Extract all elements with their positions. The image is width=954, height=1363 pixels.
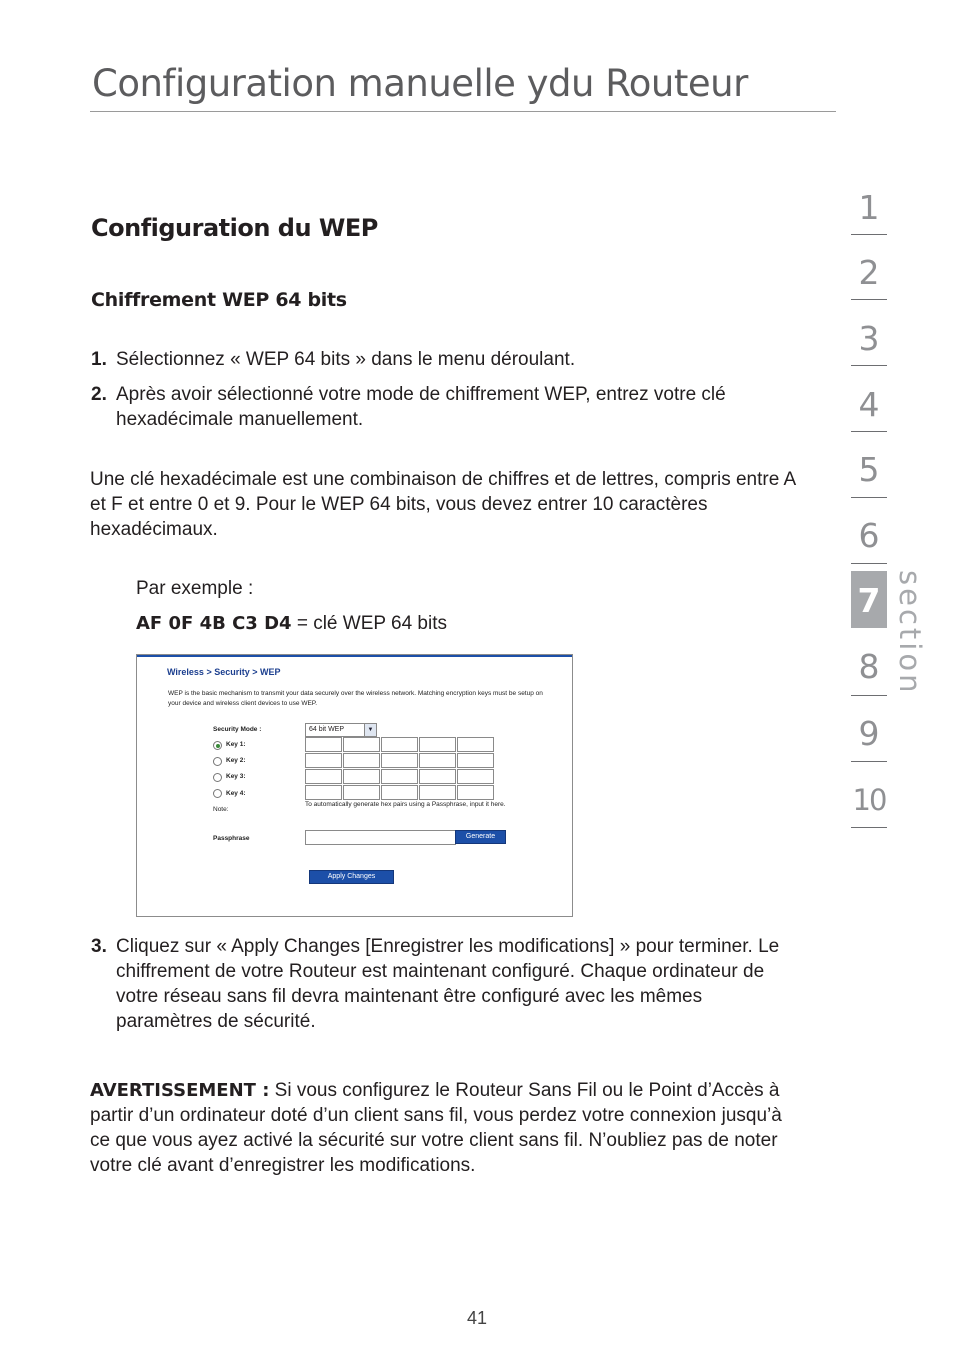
generate-button[interactable]: Generate <box>455 830 506 844</box>
hex-input[interactable] <box>381 753 418 768</box>
section-nav-rule <box>851 497 887 498</box>
note-label: Note: <box>213 806 229 813</box>
section-nav-rule <box>851 695 887 696</box>
hex-input[interactable] <box>381 769 418 784</box>
note-text: To automatically generate hex pairs using a Passphrase, input it here. <box>305 801 506 808</box>
hex-key-explanation: Une clé hexadécimale est une combinaison de chiffres et de lettres, compris entre A et F et entre 0 et 9. Pour le WEP 64 bits, vous devez entrer 10 caractères hexadécimaux. <box>90 469 796 540</box>
section-nav-rule <box>851 234 887 235</box>
title-divider <box>90 111 836 112</box>
passphrase-label: Passphrase <box>213 835 250 842</box>
step-1 <box>91 347 811 372</box>
subsection-heading: Chiffrement WEP 64 bits <box>91 289 347 311</box>
section-nav-rule <box>851 431 887 432</box>
hex-input[interactable] <box>457 785 494 800</box>
section-nav-rule <box>851 827 887 828</box>
screenshot-description: WEP is the basic mechanism to transmit your data securely over the wireless network. Matching encryption keys must be setup on your device and wireless client devices to use WEP. <box>168 690 543 707</box>
key-2-label: Key 2: <box>226 757 246 764</box>
passphrase-input[interactable] <box>305 830 456 845</box>
step-number: 3. <box>91 936 107 957</box>
section-nav-rule <box>851 365 887 366</box>
step-text: Après avoir sélectionné votre mode de chiffrement WEP, entrez votre clé hexadécimale manuellement. <box>116 384 726 430</box>
hex-input[interactable] <box>419 769 456 784</box>
section-nav-item-6: 6 <box>858 516 880 555</box>
section-nav-rule <box>851 299 887 300</box>
hex-input[interactable] <box>343 785 380 800</box>
section-nav-rule <box>851 563 887 564</box>
hex-input[interactable] <box>343 753 380 768</box>
section-nav-item-2: 2 <box>858 253 880 292</box>
key-1-label: Key 1: <box>226 741 246 748</box>
hex-input[interactable] <box>381 737 418 752</box>
key-2-radio[interactable] <box>213 757 222 766</box>
section-nav-item-5: 5 <box>858 450 880 489</box>
chevron-down-icon[interactable]: ▼ <box>364 724 376 736</box>
section-nav-item-3: 3 <box>858 319 880 358</box>
section-nav-item-1: 1 <box>858 188 880 227</box>
warning-text: Si vous configurez le Routeur Sans Fil ou le Point d’Accès à partir d’un ordinateur doté d’un client sans fil, vous perdez votre connexion jusqu’à ce que vous ayez activé la sécurité sur votre client sans fil. N’oubliez pas de noter votre clé avant d’enregistrer les modifications. <box>90 1080 782 1176</box>
key-1-radio[interactable] <box>213 741 222 750</box>
hex-input[interactable] <box>457 753 494 768</box>
example-label: Par exemple : <box>136 578 254 599</box>
security-mode-label: Security Mode : <box>213 726 262 733</box>
security-mode-select[interactable] <box>305 723 377 737</box>
section-nav-item-7-active: 7 <box>851 571 887 628</box>
hex-input[interactable] <box>457 737 494 752</box>
example-key: AF 0F 4B C3 D4 <box>136 613 292 634</box>
hex-input[interactable] <box>419 785 456 800</box>
hex-input[interactable] <box>381 785 418 800</box>
section-nav-rule <box>851 761 887 762</box>
section-nav-item-9: 9 <box>858 714 880 753</box>
hex-input[interactable] <box>343 737 380 752</box>
section-heading: Configuration du WEP <box>91 214 378 242</box>
step-2 <box>91 382 781 432</box>
key-3-radio[interactable] <box>213 773 222 782</box>
hex-input[interactable] <box>305 753 342 768</box>
security-mode-value: 64 bit WEP <box>309 726 345 733</box>
step-3 <box>91 934 803 1034</box>
router-wep-screenshot <box>136 654 573 917</box>
key-4-radio[interactable] <box>213 789 222 798</box>
key-4-label: Key 4: <box>226 790 246 797</box>
step-text: Cliquez sur « Apply Changes [Enregistrer les modifications] » pour terminer. Le chiffrement de votre Routeur est maintenant configuré. Chaque ordinateur de votre réseau sans fil devra maintenant être configuré avec les mêmes paramètres de sécurité. <box>116 936 780 1032</box>
hex-input[interactable] <box>419 753 456 768</box>
hex-input[interactable] <box>305 785 342 800</box>
section-nav-item-4: 4 <box>858 385 880 424</box>
section-nav-item-10: 10 <box>852 783 886 817</box>
step-number: 1. <box>91 349 107 370</box>
key-3-label: Key 3: <box>226 773 246 780</box>
hex-input[interactable] <box>343 769 380 784</box>
apply-changes-button[interactable]: Apply Changes <box>309 870 394 884</box>
hex-input[interactable] <box>457 769 494 784</box>
example-key-suffix: = clé WEP 64 bits <box>291 613 447 634</box>
example-key-line <box>136 611 447 636</box>
section-nav-item-8: 8 <box>858 647 880 686</box>
step-text: Sélectionnez « WEP 64 bits » dans le menu déroulant. <box>116 349 576 370</box>
hex-input[interactable] <box>305 737 342 752</box>
section-label: section <box>893 570 927 696</box>
warning-label: AVERTISSEMENT : <box>90 1080 270 1101</box>
screenshot-breadcrumb: Wireless > Security > WEP <box>167 667 281 677</box>
page-number: 41 <box>466 1308 488 1328</box>
hex-input[interactable] <box>305 769 342 784</box>
page-title: Configuration manuelle ydu Routeur <box>92 62 748 105</box>
hex-input[interactable] <box>419 737 456 752</box>
screenshot-top-bar <box>137 655 572 657</box>
warning-paragraph <box>90 1078 802 1178</box>
step-number: 2. <box>91 384 107 405</box>
